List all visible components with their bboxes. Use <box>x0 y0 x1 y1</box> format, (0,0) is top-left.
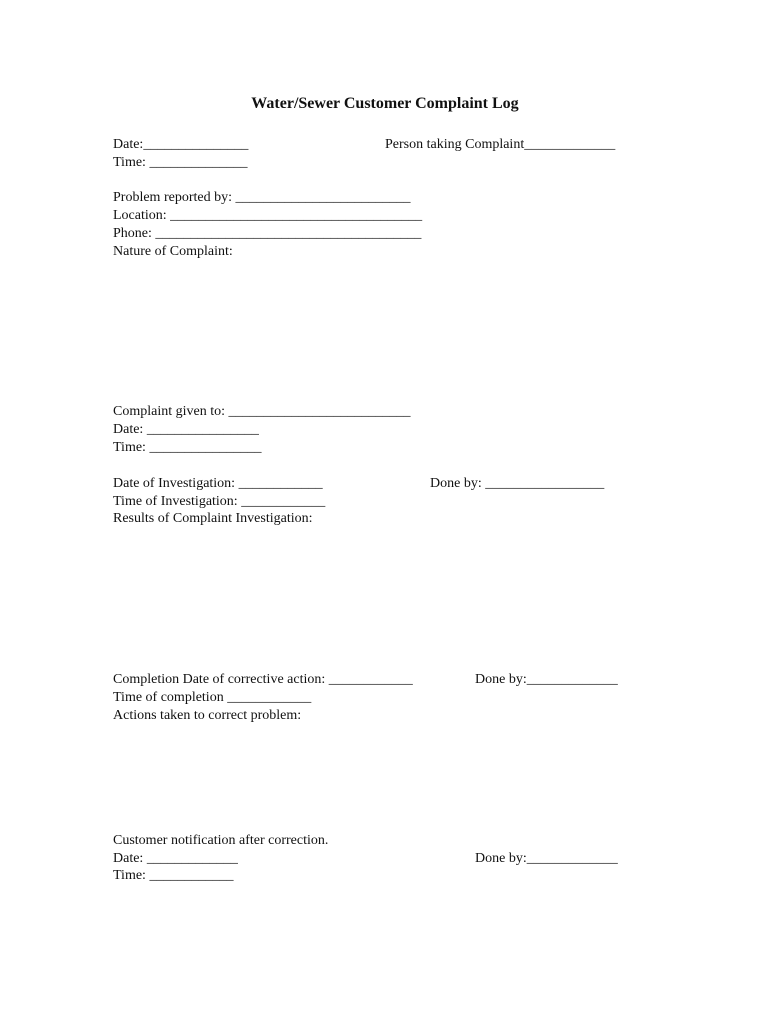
assignment-date-field: Date: ________________ <box>113 422 259 437</box>
header-date-field: Date:_______________ <box>113 137 249 152</box>
notification-date-field: Date: _____________ <box>113 851 238 866</box>
page-title: Water/Sewer Customer Complaint Log <box>251 95 519 112</box>
time-of-completion-field: Time of completion ____________ <box>113 690 312 705</box>
completion-date-field: Completion Date of corrective action: ____________ <box>113 672 413 687</box>
complaint-given-to-field: Complaint given to: __________________________ <box>113 404 411 419</box>
customer-notification-heading: Customer notification after correction. <box>113 833 329 848</box>
problem-reported-by-field: Problem reported by: _________________________ <box>113 190 411 205</box>
correction-done-by-field: Done by:_____________ <box>475 672 618 687</box>
location-field: Location: ____________________________________ <box>113 208 423 223</box>
nature-of-complaint-label: Nature of Complaint: <box>113 244 233 259</box>
notification-done-by-field: Done by:_____________ <box>475 851 618 866</box>
actions-taken-label: Actions taken to correct problem: <box>113 708 302 723</box>
phone-field: Phone: ______________________________________ <box>113 226 422 241</box>
date-of-investigation-field: Date of Investigation: ____________ <box>113 476 323 491</box>
notification-time-field: Time: ____________ <box>113 868 234 883</box>
header-time-field: Time: ______________ <box>113 155 248 170</box>
results-of-investigation-label: Results of Complaint Investigation: <box>113 511 313 526</box>
investigation-done-by-field: Done by: _________________ <box>430 476 605 491</box>
time-of-investigation-field: Time of Investigation: ____________ <box>113 494 326 509</box>
assignment-time-field: Time: ________________ <box>113 440 262 455</box>
person-taking-complaint-field: Person taking Complaint_____________ <box>385 137 616 152</box>
